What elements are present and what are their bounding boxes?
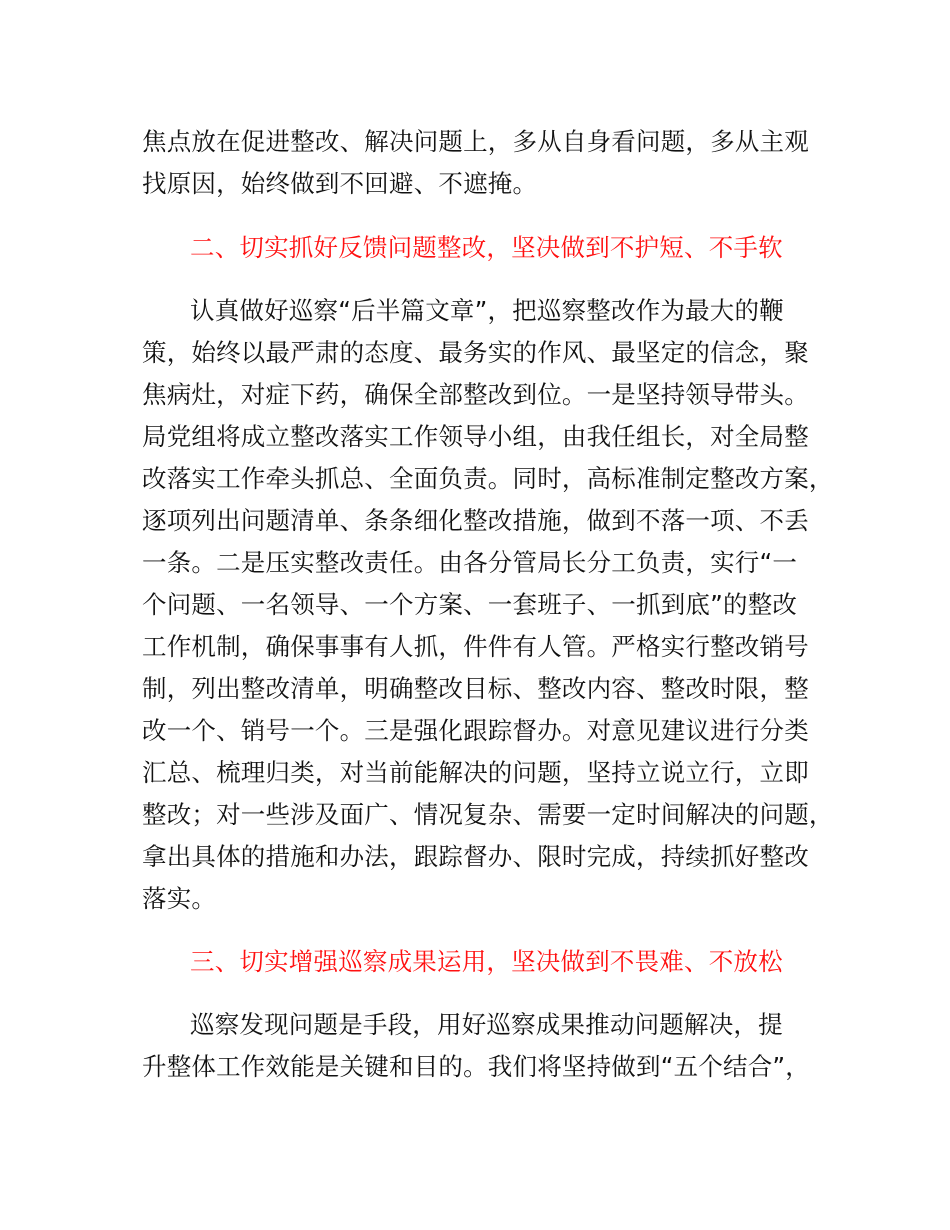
section-3-line-1: 巡察发现问题是手段，用好巡察成果推动问题解决，提 bbox=[190, 1010, 783, 1039]
section-3-line-2: 升整体工作效能是关键和目的。我们将坚持做到“五个结合”， bbox=[142, 1052, 810, 1081]
section-2-line-15: 落实。 bbox=[142, 884, 217, 913]
section-2-line-1: 认真做好巡察“后半篇文章”，把巡察整改作为最大的鞭 bbox=[190, 296, 784, 325]
section-2-line-5: 改落实工作牵头抓总、全面负责。同时，高标准制定整改方案， bbox=[142, 464, 834, 493]
section-2-line-3: 焦病灶，对症下药，确保全部整改到位。一是坚持领导带头。 bbox=[142, 380, 809, 409]
section-2-line-7: 一条。二是压实整改责任。由各分管局长分工负责，实行“一 bbox=[142, 548, 798, 577]
section-2-line-2: 策，始终以最严肃的态度、最务实的作风、最坚定的信念，聚 bbox=[142, 338, 809, 367]
intro-line-2: 找原因，始终做到不回避、不遮掩。 bbox=[142, 169, 538, 198]
intro-line-1: 焦点放在促进整改、解决问题上，多从自身看问题，多从主观 bbox=[142, 127, 809, 156]
section-2-line-4: 局党组将成立整改落实工作领导小组，由我任组长，对全局整 bbox=[142, 422, 809, 451]
section-2-line-10: 制，列出整改清单，明确整改目标、整改内容、整改时限，整 bbox=[142, 674, 809, 703]
section-2-line-13: 整改；对一些涉及面广、情况复杂、需要一定时间解决的问题， bbox=[142, 800, 834, 829]
section-2-line-11: 改一个、销号一个。三是强化跟踪督办。对意见建议进行分类 bbox=[142, 716, 809, 745]
section-3-heading: 三、切实增强巡察成果运用，坚决做到不畏难、不放松 bbox=[190, 947, 783, 976]
section-2-line-14: 拿出具体的措施和办法，跟踪督办、限时完成，持续抓好整改 bbox=[142, 842, 809, 871]
section-2-line-8: 个问题、一名领导、一个方案、一套班子、一抓到底”的整改 bbox=[142, 590, 798, 619]
section-2-heading: 二、切实抓好反馈问题整改，坚决做到不护短、不手软 bbox=[190, 233, 783, 262]
section-2-line-6: 逐项列出问题清单、条条细化整改措施，做到不落一项、不丢 bbox=[142, 506, 809, 535]
section-2-line-12: 汇总、梳理归类，对当前能解决的问题，坚持立说立行，立即 bbox=[142, 758, 809, 787]
section-2-line-9: 工作机制，确保事事有人抓，件件有人管。严格实行整改销号 bbox=[142, 632, 809, 661]
